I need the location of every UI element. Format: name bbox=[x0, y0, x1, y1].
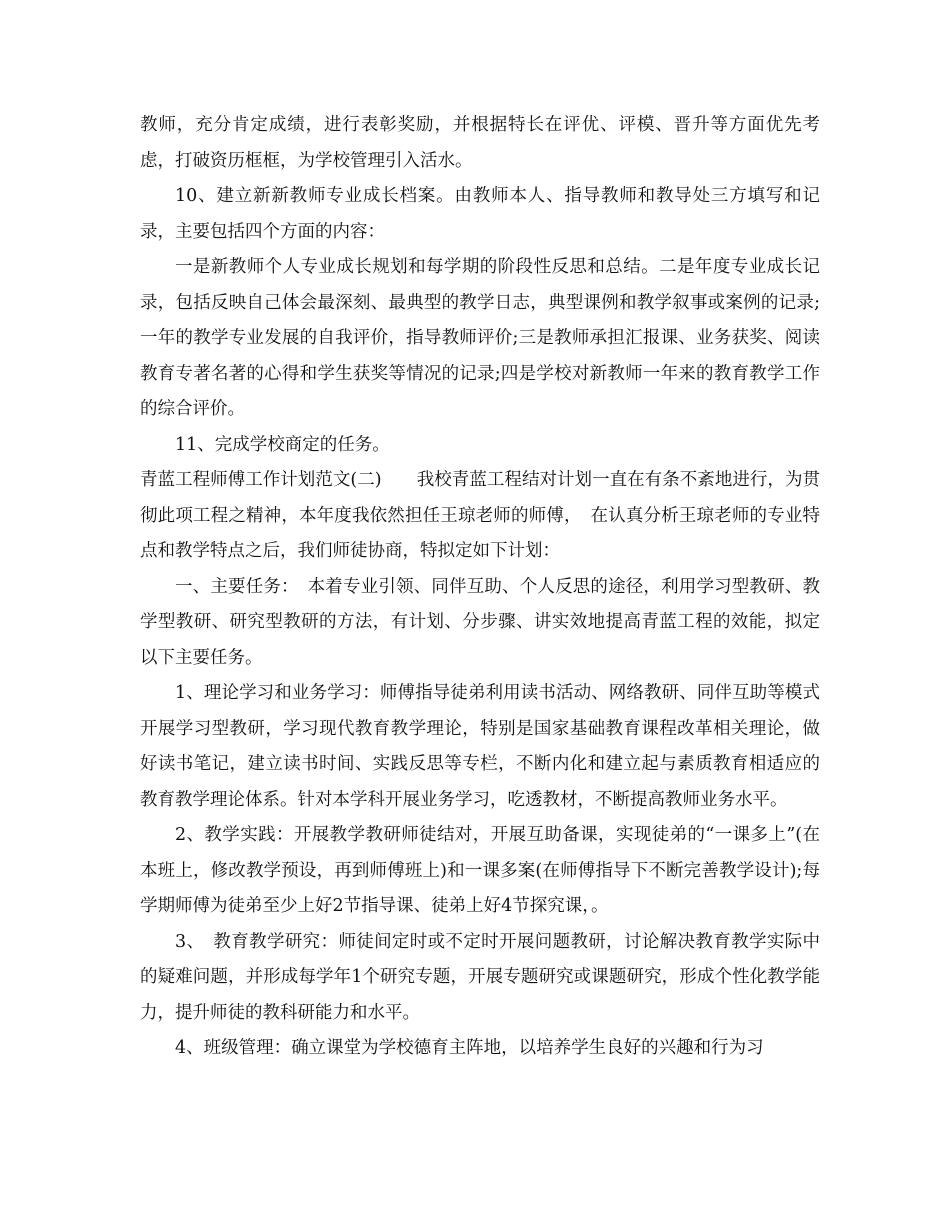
paragraph-1: 教师，充分肯定成绩，进行表彰奖励，并根据特长在评优、评模、晋升等方面优先考虑，打破资历框框，为学校管理引入活水。 bbox=[140, 115, 820, 171]
paragraph-7: 1、理论学习和业务学习：师傅指导徒弟利用读书活动、网络教研、同伴互助等模式开展学习型教研，学习现代教育教学理论，特别是国家基础教育课程改革相关理论，做好读书笔记，建立读书时间、实践反思等专栏，不断内化和建立起与素质教育相适应的教育教学理论体系。针对本学科开展业务学习，吃透教材，不断提高教师业务水平。 bbox=[140, 683, 820, 810]
document-body bbox=[140, 108, 820, 1067]
paragraph-4: 11、完成学校商定的任务。 bbox=[175, 434, 390, 455]
paragraph-9: 3、 教育教学研究：师徒间定时或不定时开展问题教研，讨论解决教育教学实际中的疑难问题，并形成每学年1个研究专题，开展专题研究或课题研究，形成个性化教学能力，提升师徒的教科研能力和水平。 bbox=[140, 931, 820, 1023]
paragraph-5: 青蓝工程师傅工作计划范文(二) 我校青蓝工程结对计划一直在有条不紊地进行，为贯彻此项工程之精神，本年度我依然担任王琼老师的师傅， 在认真分析王琼老师的专业特点和教学特点之后，我们师徒协商，特拟定如下计划： bbox=[140, 470, 820, 561]
paragraph-8: 2、教学实践：开展教学教研师徒结对，开展互助备课，实现徒弟的“一课多上”(在本班上，修改教学预设，再到师傅班上)和一课多案(在师傅指导下不断完善教学设计);每学期师傅为徒弟至少上好2节指导课、徒弟上好4节探究课，。 bbox=[140, 825, 820, 916]
paragraph-2: 10、建立新新教师专业成长档案。由教师本人、指导教师和教导处三方填写和记录，主要包括四个方面的内容： bbox=[140, 186, 820, 242]
paragraph-3: 一是新教师个人专业成长规划和每学期的阶段性反思和总结。二是年度专业成长记录，包括反映自己体会最深刻、最典型的教学日志，典型课例和教学叙事或案例的记录;一年的教学专业发展的自我评价，指导教师评价;三是教师承担汇报课、业务获奖、阅读教育专著名著的心得和学生获奖等情况的记录;四是学校对新教师一年来的教育教学工作的综合评价。 bbox=[140, 257, 820, 419]
paragraph-10: 4、班级管理：确立课堂为学校德育主阵地，以培养学生良好的兴趣和行为习 bbox=[175, 1038, 764, 1058]
paragraph-6: 一、主要任务： 本着专业引领、同伴互助、个人反思的途径，利用学习型教研、教学型教研、研究型教研的方法，有计划、分步骤、讲实效地提高青蓝工程的效能，拟定以下主要任务。 bbox=[140, 576, 820, 668]
